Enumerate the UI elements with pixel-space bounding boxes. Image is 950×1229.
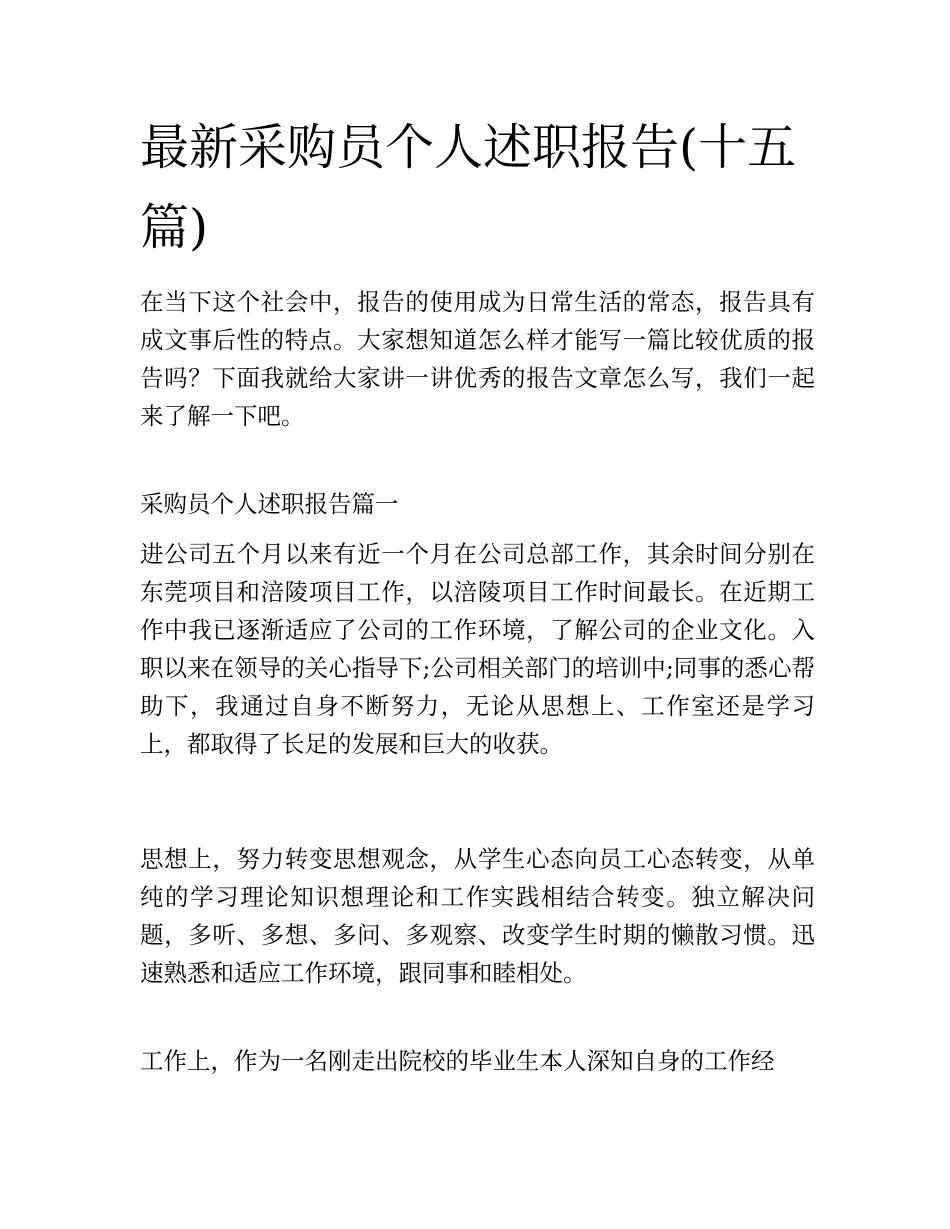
body-paragraph-1: 进公司五个月以来有近一个月在公司总部工作，其余时间分别在东莞项目和涪陵项目工作，以涪陵项目工作时间最长。在近期工作中我已逐渐适应了公司的工作环境，了解公司的企业文化。入职以来在领导的关心指导下;公司相关部门的培训中;同事的悉心帮助下，我通过自身不断努力，无论从思想上、工作室还是学习上，都取得了长足的发展和巨大的收获。 (140, 540, 815, 758)
body-paragraph-3: 工作上，作为一名刚走出院校的毕业生本人深知自身的工作经 (140, 1047, 775, 1075)
body-paragraph-2: 思想上，努力转变思想观念，从学生心态向员工心态转变，从单纯的学习理论知识想理论和工作实践相结合转变。独立解决问题，多听、多想、多问、多观察、改变学生时期的懒散习惯。迅速熟悉和适应工作环境，跟同事和睦相处。 (140, 845, 815, 987)
document-title: 最新采购员个人述职报告(十五篇) (140, 119, 797, 256)
section-heading: 采购员个人述职报告篇一 (140, 490, 399, 518)
intro-paragraph: 在当下这个社会中，报告的使用成为日常生活的常态，报告具有成文事后性的特点。大家想知道怎么样才能写一篇比较优质的报告吗？下面我就给大家讲一讲优秀的报告文章怎么写，我们一起来了解一下吧。 (140, 288, 815, 430)
